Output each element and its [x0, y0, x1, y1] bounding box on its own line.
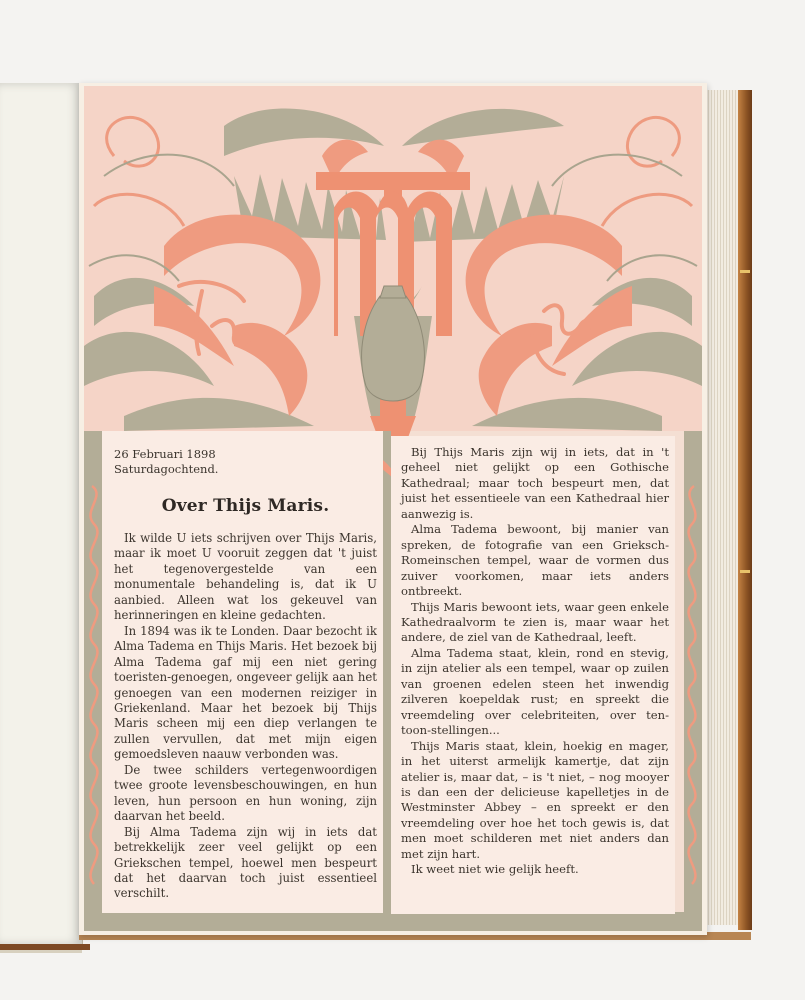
- paragraph: Thijs Maris staat, klein, hoekig en mager, in het uiterst armelijk kamertje, dat zijn atelier is, maar dat, – is 't niet, – nog mooyer is dan een der delicieuse kapelletjes in de Westminster Abbey – en spreekt er den vreemdeling over hoe het toch gewis is, dat men moet schilderen met niet anders dan met zijn hart.: [401, 738, 669, 861]
- cover-edge: [0, 944, 90, 950]
- article-date: 26 Februari 1898: [114, 447, 216, 461]
- left-page: [0, 83, 83, 945]
- page-edges: [703, 90, 739, 925]
- paragraph: Bij Thijs Maris zijn wij in iets, dat in 't geheel niet gelijkt op een Gothische Kathedraal; maar toch bespeurt men, dat juist het essentieele van een Kathedraal hier aanwezig is.: [401, 445, 669, 521]
- paragraph: Bij Alma Tadema zijn wij in iets dat betrekkelijk zeer veel gelijkt op een Griekschen tempel, hoewel men bespeurt dat het daarvan toch juist essentieel verschilt.: [114, 824, 377, 901]
- paragraph: Ik wilde U iets schrijven over Thijs Maris, maar ik moet U vooruit zeggen dat 't juist het tegenovergestelde van een monumentale behandeling is, dat ik U aanbied. Alleen wat los gekeuvel van herinneringen en kleine gedachten.: [114, 531, 377, 623]
- article-title: Over Thijs Maris.: [161, 496, 330, 516]
- paragraph: Ik weet niet wie gelijk heeft.: [411, 862, 579, 877]
- article-day: Saturdagochtend.: [114, 462, 219, 476]
- paragraph: Alma Tadema bewoont, bij manier van spreken, de fotografie van een Grieksch-Romeinschen tempel, waar de vormen dus zuiver voorkomen, maar iets anders ontbreekt.: [401, 522, 669, 599]
- paragraph: Alma Tadema staat, klein, rond en stevig, in zijn atelier als een tempel, waar op zuilen van groenen edelen steen het inwendig zilveren koepeldak rust; en spreekt die vreemdeling over celebriteiten, over ten-toon-stellingen...: [401, 645, 669, 738]
- paragraph: In 1894 was ik te Londen. Daar bezocht ik Alma Tadema en Thijs Maris. Het bezoek bij Alma Tadema gaf mij een niet gering toeristen-genoegen, ongeveer gelijk aan het genoegen van een modernen reiziger in Griekenland. Maar het bezoek bij Thijs Maris scheen mij een diep verlangen te zullen vervullen, dat met mijn eigen gemoedsleven naauw verbonden was.: [114, 623, 377, 762]
- paragraph: De twee schilders vertegenwoordigen twee groote levensbeschouwingen, en hun leven, hun persoon en hun woning, zijn daarvan het beeld.: [114, 762, 377, 824]
- paragraph: Thijs Maris bewoont iets, waar geen enkele Kathedraalvorm te zien is, maar waar het andere, de ziel van de Kathedraal, leeft.: [401, 599, 669, 645]
- article-right-column: [391, 436, 675, 914]
- article-left-column: [102, 431, 383, 913]
- book-spine: [738, 90, 752, 930]
